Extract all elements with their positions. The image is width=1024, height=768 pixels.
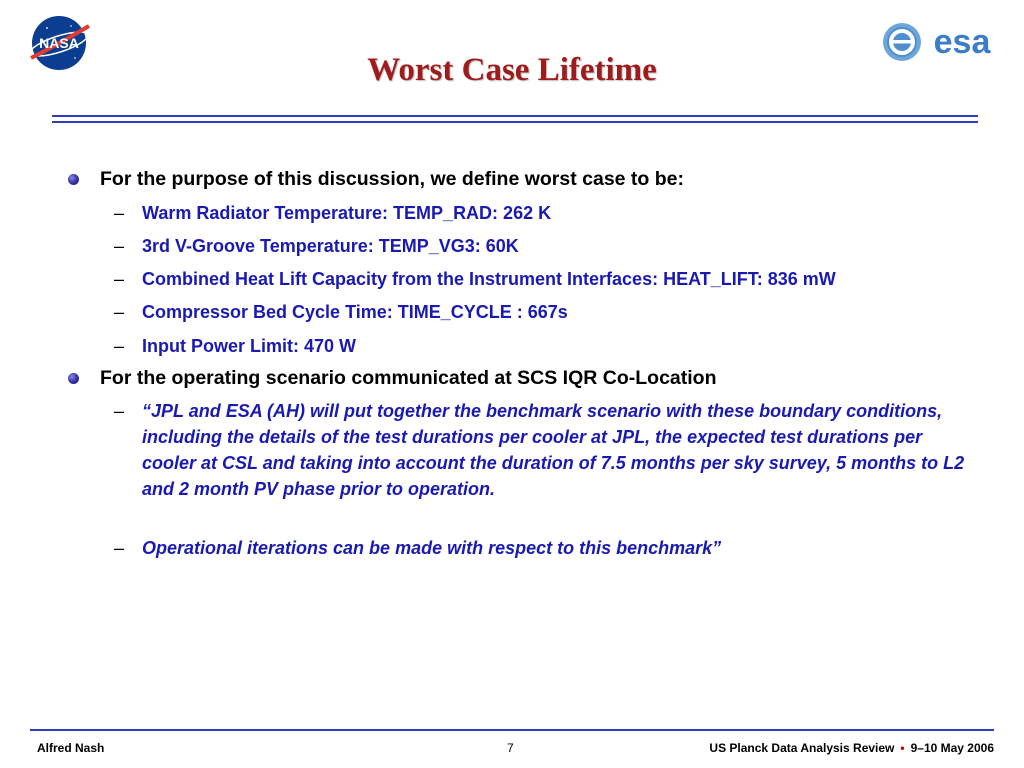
page-title: Worst Case Lifetime bbox=[367, 52, 657, 88]
nasa-logo-text: NASA bbox=[39, 35, 79, 51]
footer-event-name: US Planck Data Analysis Review bbox=[709, 741, 895, 755]
sub-bullet-text: Operational iterations can be made with respect to this benchmark” bbox=[142, 538, 722, 558]
sub-bullet-text: Compressor Bed Cycle Time: TIME_CYCLE : 667s bbox=[142, 302, 568, 322]
title-divider-top bbox=[52, 115, 978, 117]
sub-bullet-text: Warm Radiator Temperature: TEMP_RAD: 262 K bbox=[142, 203, 552, 223]
bullet-icon bbox=[68, 174, 79, 185]
dash-icon: – bbox=[114, 401, 125, 421]
esa-logo-text: esa bbox=[933, 23, 991, 61]
sub-bullet-text: Input Power Limit: 470 W bbox=[142, 336, 357, 356]
page-number: 7 bbox=[507, 741, 514, 755]
dash-icon: – bbox=[114, 236, 125, 256]
dash-icon: – bbox=[114, 269, 125, 289]
bullet-icon bbox=[68, 373, 79, 384]
dash-icon: – bbox=[114, 336, 125, 356]
sub-bullet-text: Combined Heat Lift Capacity from the Instrument Interfaces: HEAT_LIFT: 836 mW bbox=[142, 269, 836, 289]
bullet-text: For the purpose of this discussion, we define worst case to be: bbox=[100, 168, 685, 190]
dash-icon: – bbox=[114, 538, 125, 558]
bullet-text: For the operating scenario communicated at SCS IQR Co-Location bbox=[100, 367, 717, 389]
footer-author: Alfred Nash bbox=[37, 741, 105, 755]
dash-icon: – bbox=[114, 203, 125, 223]
footer-separator: • bbox=[900, 741, 905, 755]
sub-bullet-text: 3rd V-Groove Temperature: TEMP_VG3: 60K bbox=[142, 236, 519, 256]
title-divider-bottom bbox=[52, 121, 978, 123]
footer-divider bbox=[30, 729, 994, 731]
dash-icon: – bbox=[114, 302, 125, 322]
footer-event bbox=[709, 741, 994, 755]
footer-date: 9–10 May 2006 bbox=[910, 741, 994, 755]
quote-text: “JPL and ESA (AH) will put together the benchmark scenario with these boundary conditions, including the details of the test durations per cooler at JPL, the expected test durations per cooler at CSL and taking into account the duration of 7.5 months per sky survey, 5 months to L2 and 2 month PV phase prior to operation. bbox=[142, 401, 965, 499]
